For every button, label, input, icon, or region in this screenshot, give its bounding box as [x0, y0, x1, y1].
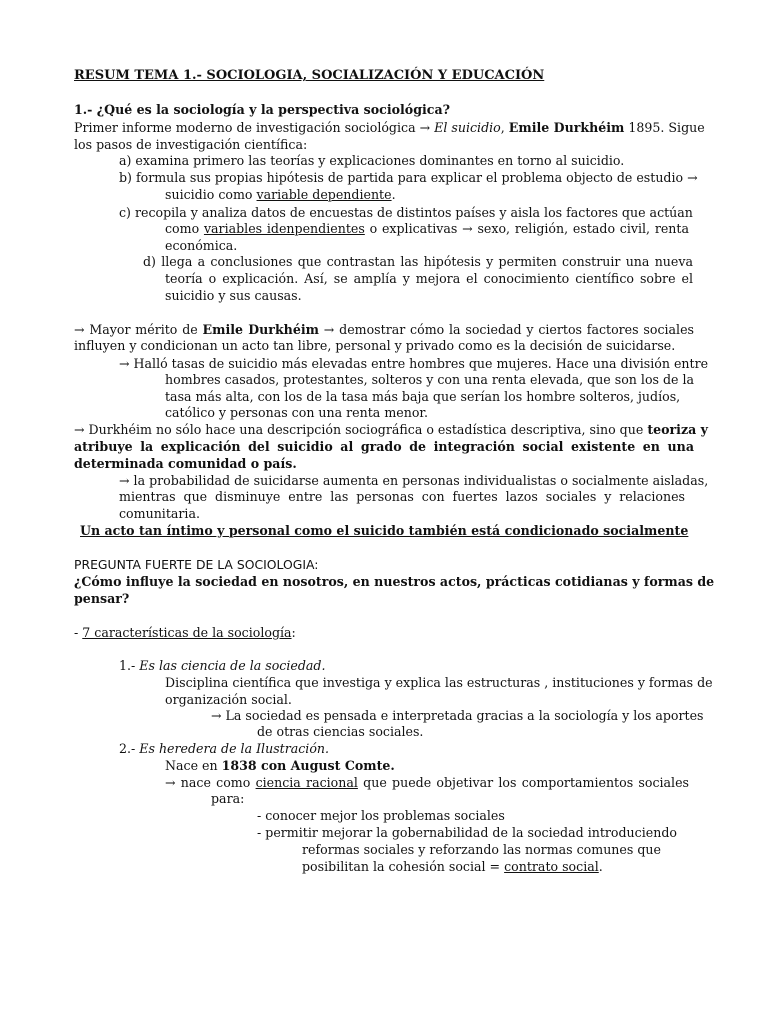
list-item-d-continuation: teoría o explicación. Así, se amplía y mejora el conocimiento científico sobre el: [165, 271, 693, 286]
characteristic-line: posibilitan la cohesión social = contrato social.: [302, 859, 603, 874]
characteristic-2-title: 2.- Es heredera de la Ilustración.: [119, 741, 330, 756]
paragraph-line: los pasos de investigación científica:: [74, 137, 308, 152]
finding-line: hombres casados, protestantes, solteros y con una renta elevada, que son los de la: [165, 372, 695, 387]
list-item-a: a) examina primero las teorías y explicaciones dominantes en torno al suicidio.: [119, 153, 625, 168]
characteristic-line: Nace en 1838 con August Comte.: [165, 758, 395, 773]
question-label: PREGUNTA FUERTE DE LA SOCIOLOGIA:: [74, 557, 319, 572]
characteristic-1-title: 1.- Es las ciencia de la sociedad.: [119, 658, 326, 673]
list-item-b-continuation: suicidio como variable dependiente.: [165, 187, 396, 202]
question-text: ¿Cómo influye la sociedad en nosotros, en nuestros actos, prácticas cotidianas y formas de: [74, 574, 715, 589]
characteristic-line: - conocer mejor los problemas sociales: [257, 808, 505, 823]
characteristic-line: - permitir mejorar la gobernabilidad de la sociedad introduciendo: [257, 825, 677, 840]
characteristic-line: de otras ciencias sociales.: [257, 724, 424, 739]
characteristic-line: reformas sociales y reforzando las normas comunes que: [302, 842, 661, 857]
finding-line: tasa más alta, con los de la tasa más baja que serían los hombre solteros, judíos,: [165, 389, 681, 404]
paragraph-line: influyen y condicionan un acto tan libre, personal y privado como es la decisión de suicidarse.: [74, 338, 676, 353]
list-item-d-continuation: suicidio y sus causas.: [165, 288, 302, 303]
list-item-c-continuation: económica.: [165, 238, 238, 253]
conclusion-statement: Un acto tan íntimo y personal como el suicido también está condicionado socialmente: [80, 523, 689, 538]
characteristic-line: Disciplina científica que investiga y explica las estructuras , instituciones y formas de: [165, 675, 713, 690]
paragraph-line: → la probabilidad de suicidarse aumenta en personas individualistas o socialmente aisladas,: [119, 473, 709, 488]
paragraph-line: Primer informe moderno de investigación sociológica → El suicidio, Emile Durkhéim 1895. Sigue: [74, 120, 705, 135]
question-text: pensar?: [74, 591, 130, 606]
document-title: RESUM TEMA 1.- SOCIOLOGIA, SOCIALIZACIÓN Y EDUCACIÓN: [74, 68, 545, 83]
characteristic-line: organización social.: [165, 692, 292, 707]
paragraph-line: → Mayor mérito de Emile Durkhéim → demostrar cómo la sociedad y ciertos factores sociales: [74, 322, 694, 337]
paragraph-line: mientras que disminuye entre las personas con fuertes lazos sociales y relaciones: [119, 489, 685, 504]
list-item-c: c) recopila y analiza datos de encuestas de distintos países y aisla los factores que actúan: [119, 205, 693, 220]
paragraph-line: determinada comunidad o país.: [74, 456, 297, 471]
section-heading: 1.- ¿Qué es la sociología y la perspectiva sociológica?: [74, 102, 450, 117]
list-item-d: d) llega a conclusiones que contrastan las hipótesis y permiten construir una nueva: [143, 254, 693, 269]
characteristic-line: → La sociedad es pensada e interpretada gracias a la sociología y los aportes: [211, 708, 704, 723]
paragraph-line: → Durkhéim no sólo hace una descripción sociográfica o estadística descriptiva, sino que teoriza y: [74, 422, 708, 437]
finding-line: católico y personas con una renta menor.: [165, 405, 429, 420]
characteristic-line: para:: [211, 791, 245, 806]
finding-line: → Halló tasas de suicidio más elevadas entre hombres que mujeres. Hace una división entre: [119, 356, 709, 371]
paragraph-line: comunitaria.: [119, 506, 200, 521]
characteristics-heading: - 7 características de la sociología:: [74, 625, 296, 640]
list-item-c-continuation: como variables idenpendientes o explicativas → sexo, religión, estado civil, renta: [165, 221, 689, 236]
characteristic-line: → nace como ciencia racional que puede objetivar los comportamientos sociales: [165, 775, 689, 790]
paragraph-line: atribuye la explicación del suicidio al grado de integración social existente en una: [74, 439, 694, 454]
list-item-b: b) formula sus propias hipótesis de partida para explicar el problema objecto de estudio →: [119, 170, 698, 185]
